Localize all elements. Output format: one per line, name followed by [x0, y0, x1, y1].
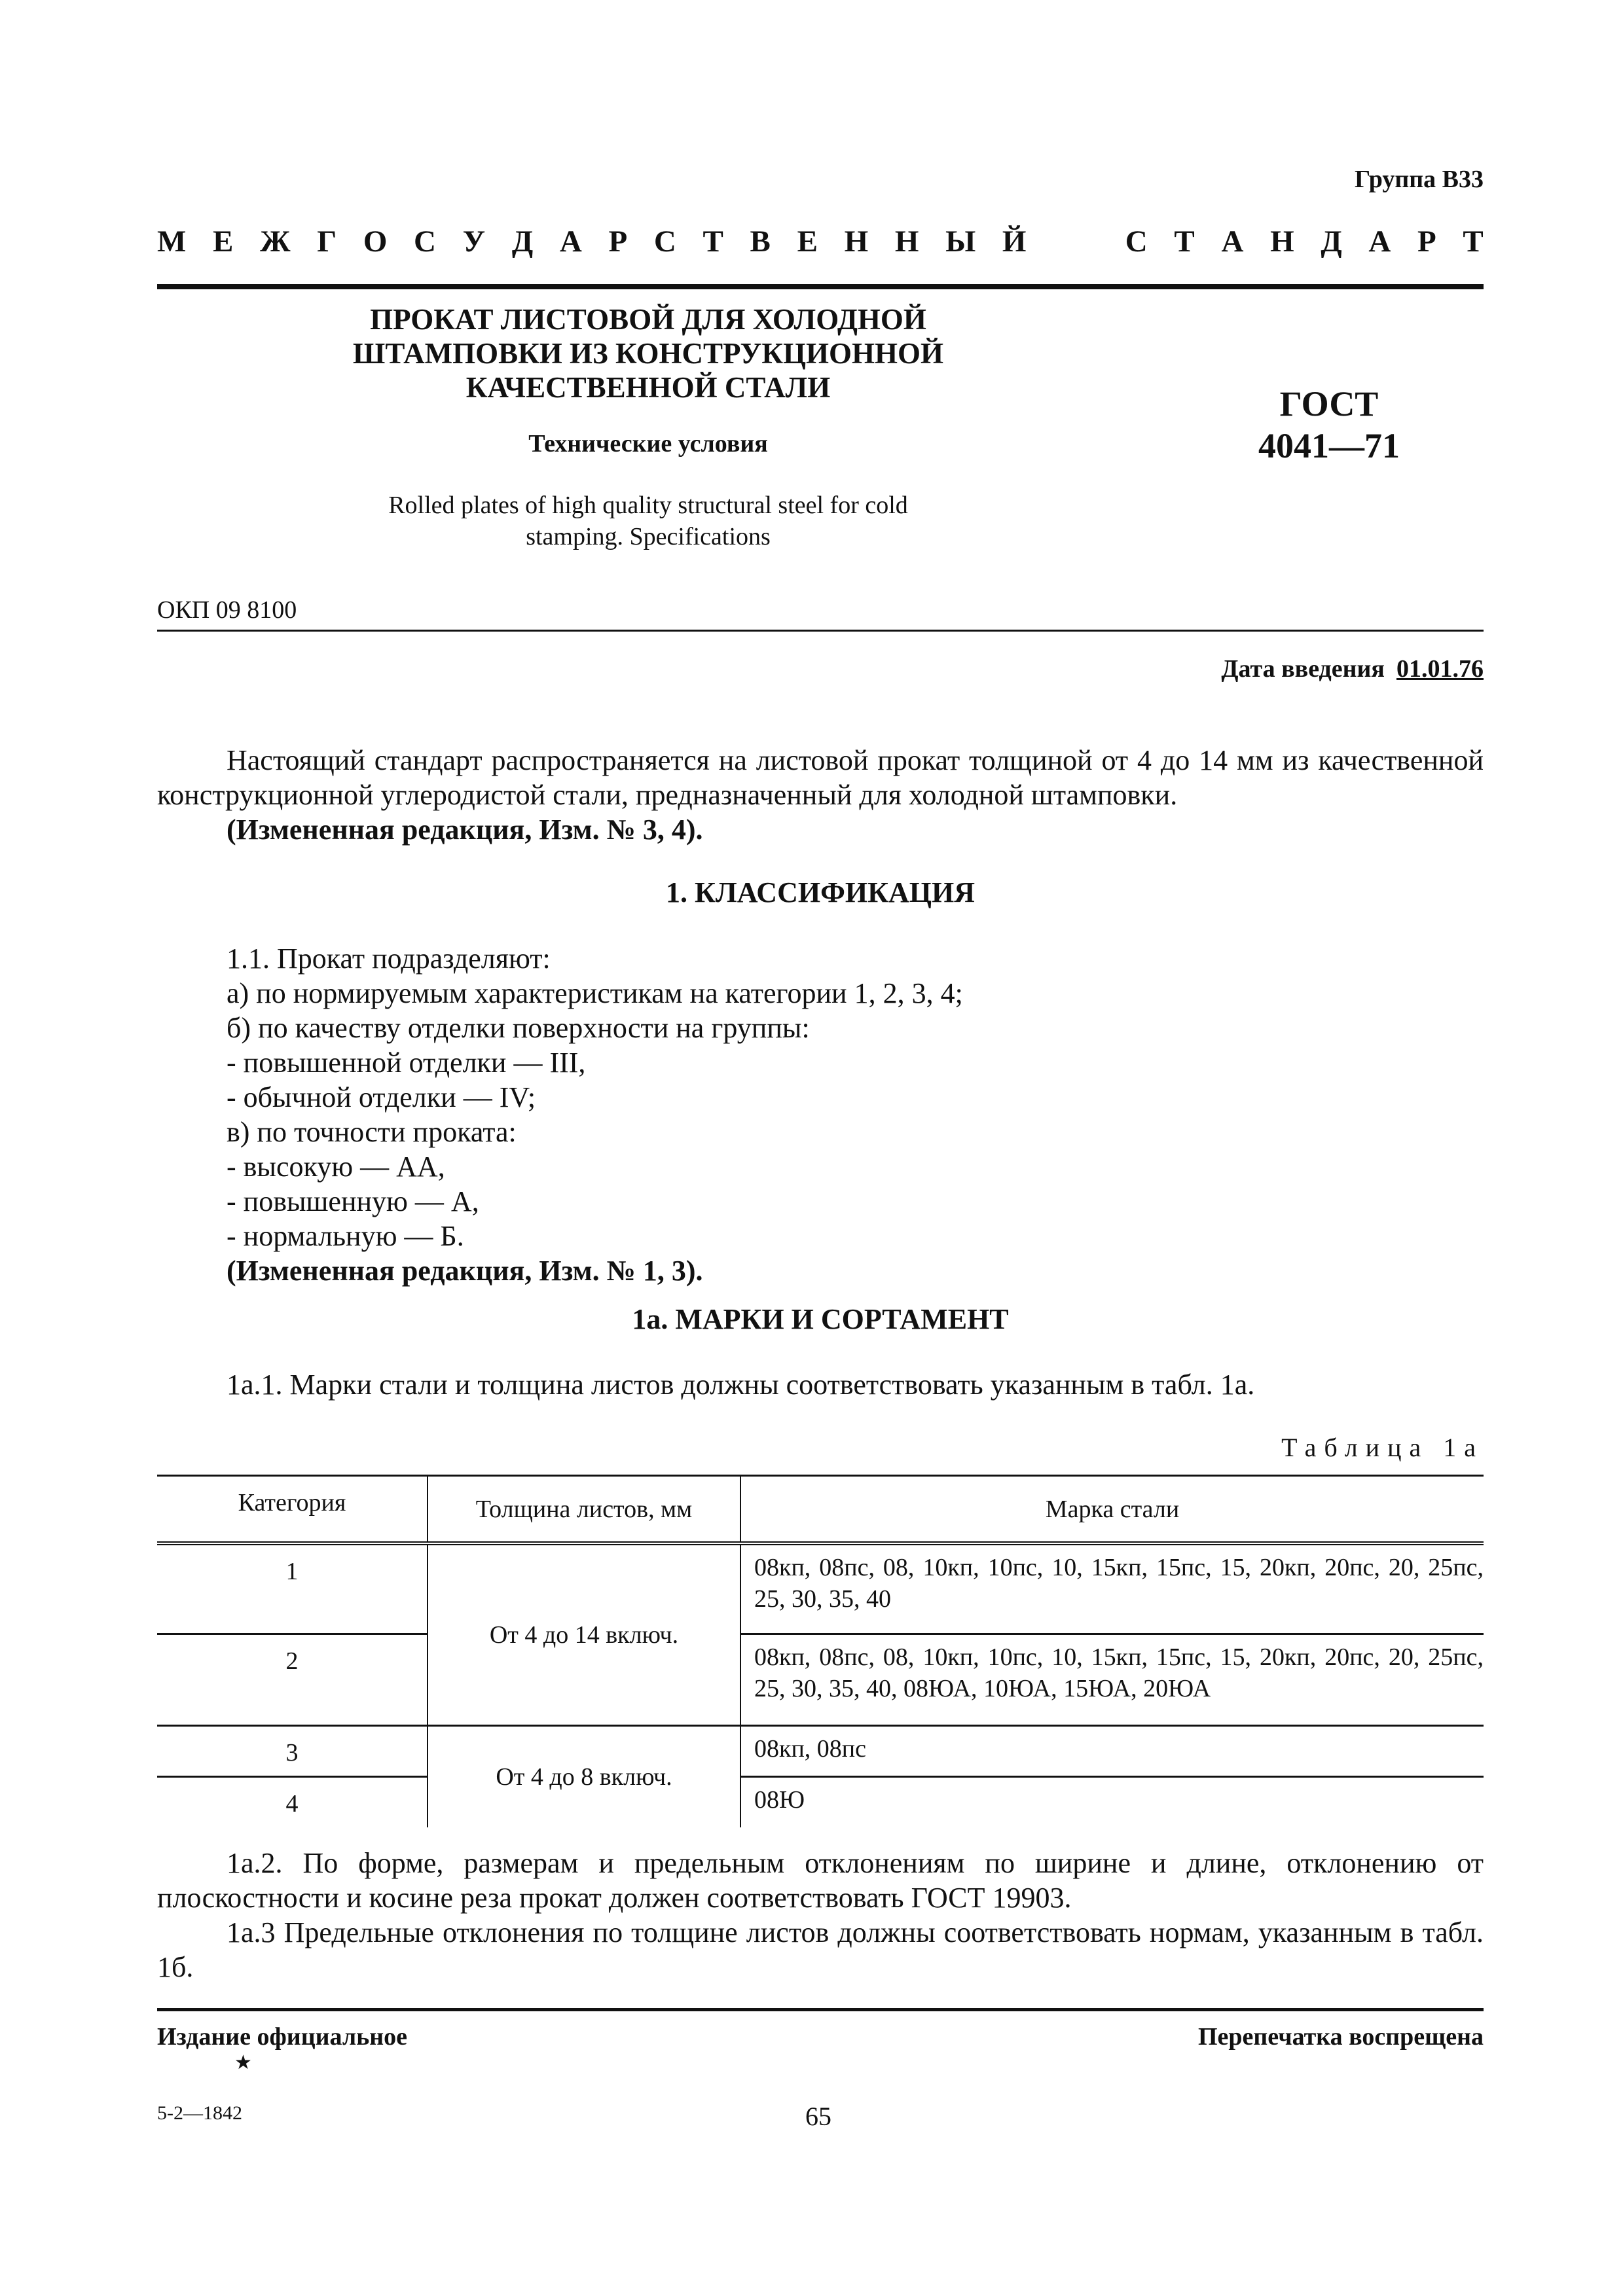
table-caption: Таблица 1а	[1281, 1433, 1484, 1462]
interstate-standard-banner	[157, 224, 1484, 259]
paragraph-1a1: 1а.1. Марки стали и толщина листов должны соответствовать указанным в табл. 1а.	[227, 1369, 1255, 1401]
banner-letter: Й	[1002, 224, 1027, 259]
list-item: - нормальную — Б.	[227, 1220, 464, 1252]
banner-letter: Н	[844, 224, 869, 259]
print-code: 5-2—1842	[157, 2102, 242, 2124]
banner-letter: А	[1221, 224, 1244, 259]
header-thickness: Толщина листов, мм	[428, 1476, 740, 1544]
official-edition-label: Издание официальное	[157, 2023, 408, 2051]
document-subtitle: Технические условия	[528, 430, 768, 457]
cell-thickness: От 4 до 14 включ.	[428, 1543, 740, 1725]
list-item: а) по нормируемым характеристикам на категории 1, 2, 3, 4;	[227, 977, 963, 1009]
banner-letter: Г	[317, 224, 337, 259]
cell-grades: 08Ю	[740, 1776, 1484, 1827]
section-1-heading: 1. КЛАССИФИКАЦИЯ	[666, 876, 975, 908]
list-item: - повышенной отделки — III,	[227, 1047, 586, 1079]
title-block	[275, 302, 1021, 552]
table-row	[157, 1725, 1484, 1776]
list-item: б) по качеству отделки поверхности на группы:	[227, 1012, 810, 1044]
english-title-line-2: stamping. Specifications	[526, 523, 771, 550]
banner-letter: Ж	[260, 224, 291, 259]
table-row	[157, 1634, 1484, 1725]
banner-gap	[1053, 224, 1099, 259]
gost-designation	[1244, 383, 1414, 467]
intro-text: Настоящий стандарт распространяется на листовой прокат толщиной от 4 до 14 мм из качественной конструкционной углеродистой стали, предназначенный для холодной штамповки.	[157, 744, 1484, 811]
banner-letter: Р	[608, 224, 628, 259]
banner-letter: С	[1125, 224, 1148, 259]
footer-rule	[157, 2008, 1484, 2011]
list-item: - повышенную — А,	[227, 1185, 479, 1217]
list-item: 1.1. Прокат подразделяют:	[227, 942, 551, 975]
banner-letter: М	[157, 224, 187, 259]
banner-letter: Ы	[945, 224, 976, 259]
section-1a-heading: 1а. МАРКИ И СОРТАМЕНТ	[632, 1303, 1009, 1335]
reprint-prohibited-label: Перепечатка воспрещена	[1197, 2023, 1484, 2051]
intro-amendment: (Измененная редакция, Изм. № 3, 4).	[227, 814, 703, 846]
list-item: - высокую — АА,	[227, 1151, 445, 1183]
gost-number: 4041—71	[1258, 426, 1400, 465]
section-1a-paragraphs	[157, 1846, 1484, 1984]
banner-letter: С	[414, 224, 436, 259]
banner-letter: Н	[1270, 224, 1294, 259]
section-1-amendment: (Измененная редакция, Изм. № 1, 3).	[227, 1255, 703, 1287]
cell-category: 3	[157, 1725, 428, 1776]
list-item: - обычной отделки — IV;	[227, 1081, 536, 1113]
cell-grades: 08кп, 08пс, 08, 10кп, 10пс, 10, 15кп, 15пс, 15, 20кп, 20пс, 20, 25пс, 25, 30, 35, 40	[740, 1543, 1484, 1634]
introduction-date	[1221, 655, 1484, 683]
banner-letter: Н	[894, 224, 919, 259]
banner-letter: Д	[511, 224, 534, 259]
cell-category: 2	[157, 1634, 428, 1725]
banner-letter: Т	[1174, 224, 1195, 259]
table-row	[157, 1776, 1484, 1827]
english-title	[275, 490, 1021, 552]
date-label: Дата введения	[1221, 655, 1385, 683]
header-steel-grade: Марка стали	[740, 1476, 1484, 1544]
banner-letter: Е	[213, 224, 234, 259]
paragraph-1a2: 1а.2. По форме, размерам и предельным отклонениям по ширине и длине, отклонению от плоскостности и косине реза прокат должен соответствовать ГОСТ 19903.	[157, 1847, 1484, 1914]
classification-list	[227, 941, 963, 1288]
date-value: 01.01.76	[1396, 655, 1484, 683]
group-label: Группа В33	[1354, 166, 1484, 193]
table-header-row	[157, 1476, 1484, 1544]
top-rule	[157, 284, 1484, 289]
paragraph-1a3: 1а.3 Предельные отклонения по толщине листов должны соответствовать нормам, указанным в табл. 1б.	[157, 1916, 1484, 1983]
banner-letter: Д	[1321, 224, 1342, 259]
banner-letter: О	[363, 224, 388, 259]
title-line-2: ШТАМПОВКИ ИЗ КОНСТРУКЦИОННОЙ	[352, 337, 944, 370]
document-title	[275, 302, 1021, 404]
list-item: в) по точности проката:	[227, 1116, 517, 1148]
okp-rule	[157, 630, 1484, 632]
banner-letter: Т	[1463, 224, 1484, 259]
star-icon: ★	[234, 2052, 252, 2073]
page-number: 65	[805, 2102, 831, 2131]
banner-letter: У	[462, 224, 486, 259]
intro-paragraph	[157, 743, 1484, 847]
cell-grades: 08кп, 08пс	[740, 1725, 1484, 1776]
banner-letter: В	[750, 224, 771, 259]
table-1a	[157, 1475, 1484, 1827]
banner-letter: Е	[797, 224, 818, 259]
table-row	[157, 1543, 1484, 1634]
header-category: Категория	[157, 1476, 428, 1544]
title-line-3: КАЧЕСТВЕННОЙ СТАЛИ	[465, 371, 831, 404]
banner-letter: Т	[702, 224, 723, 259]
banner-letter: А	[559, 224, 582, 259]
title-line-1: ПРОКАТ ЛИСТОВОЙ ДЛЯ ХОЛОДНОЙ	[370, 303, 926, 336]
gost-label: ГОСТ	[1279, 384, 1379, 423]
english-title-line-1: Rolled plates of high quality structural steel for cold	[388, 492, 908, 519]
okp-code: ОКП 09 8100	[157, 596, 297, 624]
cell-category: 4	[157, 1776, 428, 1827]
cell-category: 1	[157, 1543, 428, 1634]
cell-grades: 08кп, 08пс, 08, 10кп, 10пс, 10, 15кп, 15пс, 15, 20кп, 20пс, 20, 25пс, 25, 30, 35, 40, 08ЮА, 10ЮА, 15ЮА, 20ЮА	[740, 1634, 1484, 1725]
cell-thickness: От 4 до 8 включ.	[428, 1725, 740, 1827]
banner-letter: А	[1368, 224, 1391, 259]
banner-letter: С	[653, 224, 676, 259]
banner-letter: Р	[1417, 224, 1436, 259]
